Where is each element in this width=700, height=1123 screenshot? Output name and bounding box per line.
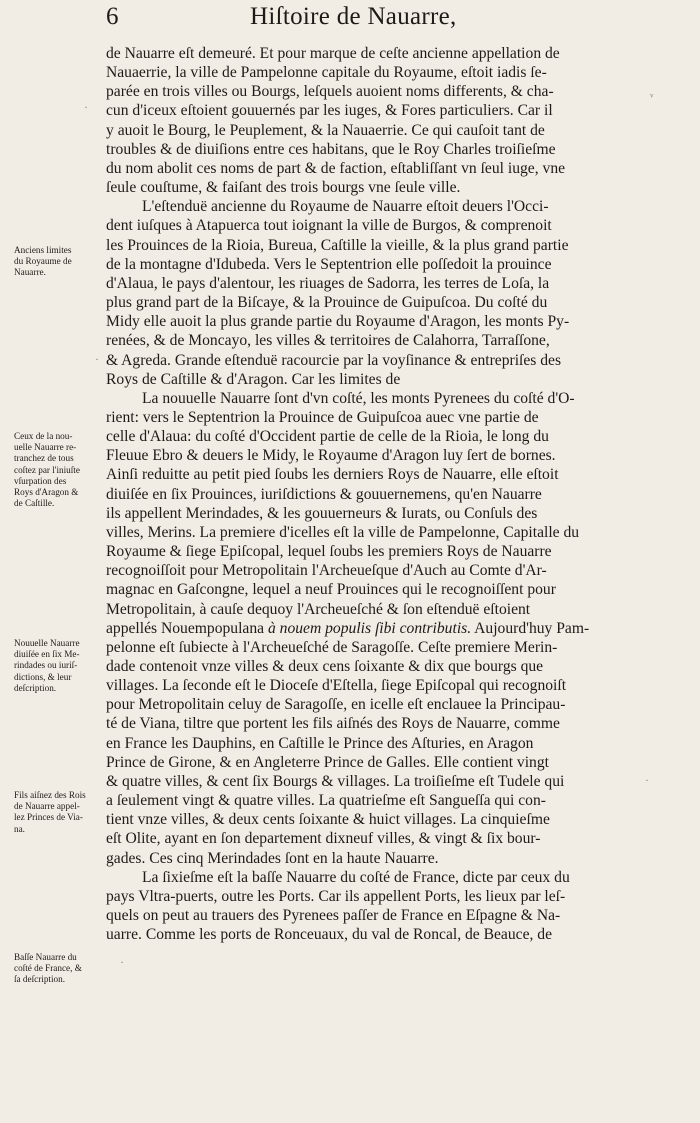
margin-note-line: dictions, & leur — [14, 671, 72, 682]
margin-note-new-navarre-usurpation — [14, 431, 104, 509]
text-line — [106, 427, 639, 446]
margin-ornament-mark: ᵛ — [650, 90, 654, 104]
text-line-main: dent iuſques à Atapuerca tout ioignant la ville de Burgos, & comprenoit — [106, 217, 552, 235]
margin-note-line: na. — [14, 823, 25, 834]
text-line-main: gades. Ces cinq Merindades ſont en la haute Nauarre. — [106, 849, 439, 867]
text-line-main: & quatre villes, & cent ſix Bourgs & villages. La troiſieſme eſt Tudele qui — [106, 772, 565, 790]
text-line — [106, 485, 639, 504]
text-line — [106, 849, 639, 868]
margin-note-line: lez Princes de Via- — [14, 812, 83, 823]
text-line-main: appellés Nouempopulana — [106, 619, 265, 637]
text-line — [106, 408, 639, 427]
text-line — [106, 695, 639, 714]
text-line-main: de la montagne d'Idubeda. Vers le Septentrion elle poſſedoit la prouince — [106, 255, 552, 273]
text-line-main: La ſixieſme eſt la baſſe Nauarre du coſté de France, dicte par ceux du — [142, 868, 570, 886]
margin-note-line: Nauarre. — [14, 267, 46, 278]
text-line — [106, 140, 639, 159]
margin-ornament-mark: · — [120, 955, 124, 969]
text-line — [106, 791, 639, 810]
text-line-main: Nauaerrie, la ville de Pampelonne capitale du Royaume, eſtoit iadis ſe- — [106, 64, 547, 82]
text-line — [106, 44, 639, 63]
text-line — [106, 63, 639, 82]
text-line-main: & Agreda. Grande eſtenduë racourcie par la voyſinance & entrepriſes des — [106, 351, 562, 369]
text-line — [106, 293, 639, 312]
text-line — [106, 446, 639, 465]
text-line — [106, 178, 639, 197]
margin-note-line: deſcription. — [14, 682, 57, 693]
text-line-main: L'eſtenduë ancienne du Royaume de Nauarre eſtoit deuers l'Occi- — [142, 198, 549, 216]
text-line — [106, 523, 639, 542]
text-line — [106, 216, 639, 235]
text-line — [106, 274, 639, 293]
text-line-main: La nouuelle Nauarre ſont d'vn coſté, les monts Pyrenees du coſté d'O- — [142, 389, 575, 407]
text-line-main: rient: vers le Septentrion la Prouince de Guipuſcoa auec vne partie de — [106, 408, 539, 426]
text-line-main: ſeule couſtume, & faiſant des trois bourgs vne ſeule ville. — [106, 179, 461, 197]
text-line — [106, 236, 639, 255]
text-line-main: celle d'Alaua: du coſté d'Occident partie de celle de la Rioia, le long du — [106, 428, 549, 446]
text-line — [106, 906, 639, 925]
text-line-main: magnac en Gaſcongne, lequel a neuf Prouinces qui le recognoiſſent pour — [106, 581, 556, 599]
text-line-main: té de Viana, tiltre que portent les fils aiſnés des Roys de Nauarre, comme — [106, 715, 560, 733]
text-line — [106, 810, 639, 829]
text-line — [106, 887, 639, 906]
text-line — [106, 197, 639, 216]
text-line-after: Aujourd'huy Pam- — [471, 619, 590, 637]
margin-note-line: ſa deſcription. — [14, 974, 66, 985]
text-line-main: pelonne eſt ſubiecte à l'Archeueſché de Saragoſſe. Ceſte premiere Merin- — [106, 638, 558, 656]
margin-note-lower-navarre — [14, 952, 104, 986]
text-line — [106, 714, 639, 733]
margin-note-line: du Royaume de — [14, 256, 72, 267]
text-line-main: pays Vltra-puerts, outre les Ports. Car ils appellent Ports, les lieux par leſ- — [106, 887, 566, 905]
margin-note-line: vſurpation des — [14, 475, 67, 486]
text-line — [106, 312, 639, 331]
text-line — [106, 619, 639, 638]
text-line-main: Roys de Caſtille & d'Aragon. Car les limites de — [106, 370, 401, 388]
text-line-main: uarre. Comme les ports de Ronceuaux, du val de Roncal, de Beauce, de — [106, 926, 553, 944]
margin-note-six-merindades — [14, 638, 104, 694]
text-line-main: pour Metropolitain celuy de Saragoſſe, en icelle eſt enclauee la Principau- — [106, 696, 566, 714]
text-line-main: diuiſée en ſix Prouinces, iuriſdictions & gouuernemens, qu'en Nauarre — [106, 485, 542, 503]
running-title: Hiſtoire de Nauarre, — [250, 3, 457, 30]
text-line-main: Prince de Girone, & en Angleterre Prince de Galles. Elle contient vingt — [106, 753, 549, 771]
text-line — [106, 753, 639, 772]
text-line-main: villages. La ſeconde eſt le Dioceſe d'Eſtella, ſiege Epiſcopal qui recognoiſt — [106, 677, 567, 695]
text-line — [106, 676, 639, 695]
text-line — [106, 255, 639, 274]
text-line-main: plus grand part de la Biſcaye, & la Prouince de Guipuſcoa. Du coſté du — [106, 294, 548, 312]
text-line — [106, 600, 639, 619]
text-line-main: cun d'iceux eſtoient gouuernés par les iuges, & Fores particuliers. Car il — [106, 102, 553, 120]
text-line — [106, 657, 639, 676]
text-line — [106, 351, 639, 370]
text-line-main: Ainſi reduitte au petit pied ſoubs les derniers Roys de Nauarre, elle eſtoit — [106, 466, 559, 484]
margin-note-line: de Caſtille. — [14, 498, 55, 509]
text-line — [106, 561, 639, 580]
text-line-main: parée en trois villes ou Bourgs, leſquels auoient noms differents, & cha- — [106, 83, 554, 101]
text-line-main: eſt Olite, ayant en ſon departement dixneuf villes, & vingt & ſix bour- — [106, 830, 541, 848]
text-line — [106, 542, 639, 561]
text-line — [106, 331, 639, 350]
text-line-main: y auoit le Bourg, le Peuplement, & la Nauaerrie. Ce qui cauſoit tant de — [106, 121, 545, 139]
margin-ornament-mark: · — [95, 352, 99, 366]
text-line-main: dade contenoit vnze villes & deux cens ſoixante & dix que bourgs que — [106, 658, 544, 675]
text-line-main: les Prouinces de la Rioia, Bureua, Caſtille la vieille, & la plus grand partie — [106, 236, 569, 254]
margin-note-line: coſté de France, & — [14, 963, 82, 974]
text-line-main: Fleuue Ebro & deuers le Midy, le Royaume d'Aragon luy ſert de bornes. — [106, 447, 556, 465]
text-line-main: Metropolitain, à cauſe dequoy l'Archeueſché & ſon eſtenduë eſtoient — [106, 600, 531, 618]
text-line-main: de Nauarre eſt demeuré. Et pour marque de ceſte ancienne appellation de — [106, 45, 560, 62]
text-line-italic: à nouem populis ſibi contributis. — [264, 619, 472, 637]
text-line-main: Royaume & ſiege Epiſcopal, lequel ſoubs les premiers Roys de Nauarre — [106, 543, 552, 561]
margin-note-line: Ceux de la nou- — [14, 431, 73, 441]
margin-note-line: de Nauarre appel- — [14, 801, 80, 812]
text-line — [106, 734, 639, 753]
margin-note-line: Fils aiſnez des Rois — [14, 790, 86, 800]
text-line — [106, 465, 639, 484]
margin-note-line: Anciens limites — [14, 245, 72, 255]
margin-ornament-mark: · — [645, 773, 649, 787]
margin-note-ancient-limits — [14, 245, 104, 279]
text-line — [106, 82, 639, 101]
text-line — [106, 868, 639, 887]
body-text — [106, 44, 639, 944]
margin-note-line: coſtez par l'iniuſte — [14, 464, 80, 475]
text-line — [106, 504, 639, 523]
text-line-main: villes, Merins. La premiere d'icelles eſt la ville de Pampelonne, Capitalle du — [106, 523, 580, 541]
margin-note-line: Roys d'Aragon & — [14, 487, 79, 498]
text-line-main: quels on peut au trauers des Pyrenees paſſer de France en Eſpagne & Na- — [106, 907, 561, 925]
text-line-main: troubles & de diuiſions entre ces habitans, que le Roy Charles troiſieſme — [106, 140, 556, 158]
text-line — [106, 638, 639, 657]
text-line — [106, 159, 639, 178]
margin-note-line: rindades ou iuriſ- — [14, 660, 78, 671]
margin-ornament-mark: · — [84, 100, 88, 114]
text-line — [106, 772, 639, 791]
text-line-main: tient vnze villes, & deux cents ſoixante & huict villages. La cinquieſme — [106, 811, 550, 829]
text-line-main: a ſeulement vingt & quatre villes. La quatrieſme eſt Sangueſſa qui con- — [106, 792, 546, 810]
text-line — [106, 829, 639, 848]
text-line-main: ils appellent Merindades, & les gouuerneurs & Iurats, ou Conſuls des — [106, 504, 538, 522]
text-line — [106, 580, 639, 599]
margin-note-line: tranchez de tous — [14, 453, 74, 464]
text-line-main: renées, & de Moncayo, les villes & territoires de Calahorra, Tarraſſone, — [106, 332, 550, 350]
margin-note-line: Nouuelle Nauarre — [14, 638, 80, 648]
text-line — [106, 389, 639, 408]
text-line — [106, 121, 639, 140]
text-line — [106, 370, 639, 389]
text-line — [106, 101, 639, 120]
text-line-main: d'Alaua, le pays d'alentour, les riuages de Sadorra, les terres de Loſa, la — [106, 274, 550, 292]
text-line — [106, 925, 639, 944]
margin-note-line: uelle Nauarre re- — [14, 442, 77, 453]
margin-note-princes-of-viana — [14, 790, 104, 835]
margin-note-line: diuiſée en ſix Me- — [14, 649, 80, 660]
text-line-main: recognoiſſoit pour Metropolitain l'Archeueſque d'Auch au Comte d'Ar- — [106, 562, 547, 580]
page-number: 6 — [106, 3, 119, 30]
margin-note-line: Baſſe Nauarre du — [14, 952, 77, 962]
text-line-main: Midy elle auoit la plus grande partie du Royaume d'Aragon, les monts Py- — [106, 313, 570, 331]
text-line-main: en France les Dauphins, en Caſtille le Prince des Aſturies, en Aragon — [106, 734, 534, 752]
text-line-main: du nom abolit ces noms de part & de faction, eſtabliſſant vn ſeul iuge, vne — [106, 159, 566, 177]
